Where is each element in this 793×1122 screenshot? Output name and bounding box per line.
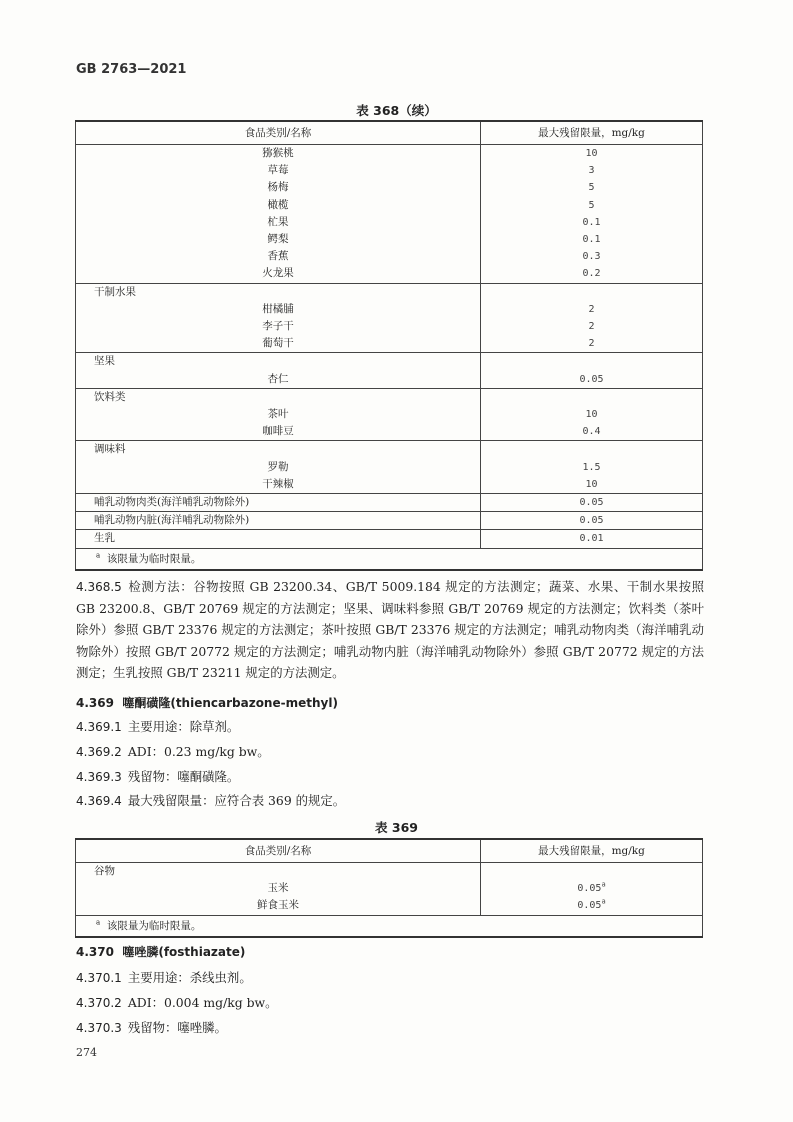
- clause-number: 4.369.3: [76, 770, 122, 784]
- table-row: [76, 459, 703, 476]
- clause-text: 主要用途：除草剂。: [127, 719, 240, 734]
- note-mark: a: [601, 898, 606, 907]
- table-header-row: [76, 121, 703, 145]
- clause-text: ADI：0.23 mg/kg bw。: [127, 744, 270, 759]
- food-name: 猕猴桃: [76, 145, 481, 163]
- clause-number: 4.369.4: [76, 794, 122, 808]
- table-note-row: [76, 548, 703, 570]
- table-369-caption: 表 369: [375, 820, 418, 835]
- mrl-value: 0.05$^a$: [481, 897, 703, 915]
- category-label: 调味料: [76, 441, 481, 459]
- column-header-food: 食品类别/名称: [76, 839, 481, 863]
- food-name: 杨梅: [76, 179, 481, 196]
- category-label: 干制水果: [76, 283, 481, 301]
- clause-number: 4.370: [76, 945, 114, 959]
- mrl-value: 3: [481, 162, 703, 179]
- mrl-value: 10: [481, 406, 703, 423]
- paragraph-4-368-5: [76, 576, 704, 683]
- table-note: [76, 548, 703, 570]
- clause-text: 残留物：噻酮磺隆。: [127, 769, 240, 784]
- food-name: 草莓: [76, 162, 481, 179]
- food-name: 咖啡豆: [76, 423, 481, 441]
- category-label: 饮料类: [76, 388, 481, 406]
- clause-text: ADI：0.004 mg/kg bw。: [127, 995, 278, 1010]
- food-name: 鳄梨: [76, 231, 481, 248]
- table-row: [76, 512, 703, 530]
- clause-4-369-2: [76, 742, 270, 760]
- food-name: 火龙果: [76, 265, 481, 283]
- clause-number: 4.369: [76, 696, 114, 710]
- category-row: [76, 388, 703, 406]
- clause-4-369-4: [76, 791, 345, 809]
- mrl-value: 0.05: [481, 371, 703, 389]
- mrl-value: 5: [481, 179, 703, 196]
- table-row: [76, 179, 703, 196]
- mrl-value: 10: [481, 145, 703, 163]
- food-name: 柑橘脯: [76, 301, 481, 318]
- category-label: 坚果: [76, 353, 481, 371]
- food-name: 杏仁: [76, 371, 481, 389]
- mrl-value: 2: [481, 318, 703, 335]
- food-name: 干辣椒: [76, 476, 481, 494]
- table-row: [76, 301, 703, 318]
- page-number: 274: [76, 1046, 97, 1059]
- clause-number: 4.370.1: [76, 971, 122, 985]
- mrl-value: 5: [481, 197, 703, 214]
- category-row: [76, 863, 703, 881]
- food-name: 生乳: [76, 530, 481, 548]
- clause-number: 4.369.2: [76, 745, 122, 759]
- food-name: 葡萄干: [76, 335, 481, 353]
- category-row: [76, 441, 703, 459]
- mrl-value: 1.5: [481, 459, 703, 476]
- note-text: 该限量为临时限量。: [106, 552, 202, 565]
- table-368-caption: 表 368（续）: [356, 103, 437, 118]
- table-row: [76, 197, 703, 214]
- column-header-mrl: 最大残留限量，mg/kg: [481, 121, 703, 145]
- table-row: [76, 318, 703, 335]
- note-text: 该限量为临时限量。: [106, 919, 202, 932]
- section-4-370-heading: [76, 943, 245, 960]
- section-title: 噻酮磺隆(thiencarbazone-methyl): [122, 696, 338, 710]
- mrl-value: 0.01: [481, 530, 703, 548]
- table-row: [76, 248, 703, 265]
- table-row: [76, 214, 703, 231]
- section-title: 噻唑膦(fosthiazate): [122, 945, 246, 959]
- food-name: 李子干: [76, 318, 481, 335]
- clause-text: 最大残留限量：应符合表 369 的规定。: [127, 793, 346, 808]
- clause-4-370-1: [76, 968, 252, 986]
- food-name: 杧果: [76, 214, 481, 231]
- section-4-369-heading: [76, 694, 338, 711]
- table-row: [76, 423, 703, 441]
- column-header-mrl: 最大残留限量，mg/kg: [481, 839, 703, 863]
- table-row: [76, 897, 703, 915]
- clause-number: 4.369.1: [76, 720, 122, 734]
- table-row: [76, 476, 703, 494]
- mrl-value: 0.1: [481, 214, 703, 231]
- mrl-value: 2: [481, 301, 703, 318]
- mrl-value: 0.1: [481, 231, 703, 248]
- food-name: 茶叶: [76, 406, 481, 423]
- clause-4-370-3: [76, 1018, 227, 1036]
- table-368: [75, 120, 703, 571]
- note-mark: a: [96, 551, 101, 560]
- clause-text: 残留物：噻唑膦。: [127, 1020, 227, 1035]
- table-row: [76, 265, 703, 283]
- clause-number: 4.370.3: [76, 1021, 122, 1035]
- table-row: [76, 145, 703, 163]
- clause-4-369-3: [76, 767, 239, 785]
- table-note-row: [76, 915, 703, 937]
- standard-code: GB 2763—2021: [76, 62, 187, 77]
- mrl-value: 2: [481, 335, 703, 353]
- clause-number: 4.368.5: [76, 580, 122, 594]
- category-row: [76, 353, 703, 371]
- clause-text: 主要用途：杀线虫剂。: [127, 970, 252, 985]
- food-name: 哺乳动物内脏(海洋哺乳动物除外): [76, 512, 481, 530]
- mrl-value: 0.3: [481, 248, 703, 265]
- food-name: 香蕉: [76, 248, 481, 265]
- food-name: 哺乳动物肉类(海洋哺乳动物除外): [76, 494, 481, 512]
- food-name: 橄榄: [76, 197, 481, 214]
- mrl-value: 0.05: [481, 512, 703, 530]
- mrl-value: 0.05: [481, 494, 703, 512]
- food-name: 罗勒: [76, 459, 481, 476]
- table-row: [76, 335, 703, 353]
- clause-text: 检测方法：谷物按照 GB 23200.34、GB/T 5009.184 规定的方法测定；蔬菜、水果、干制水果按照 GB 23200.8、GB/T 20769 规定的方法测定；坚果、调味料参照 GB/T 20769 规定的方法测定；饮料类（茶叶除外）参照 GB/T 23376 规定的方法测定；茶叶按照 GB/T 23376 规定的方法测定；哺乳动物肉类（海洋哺乳动物除外）按照 GB/T 20772 规定的方法测定；哺乳动物内脏（海洋哺乳动物除外）参照 GB/T 20772 规定的方法测定；生乳按照 GB/T 23211 规定的方法测定。: [76, 579, 704, 680]
- food-name: 鲜食玉米: [76, 897, 481, 915]
- table-row: [76, 371, 703, 389]
- clause-4-370-2: [76, 993, 278, 1011]
- table-header-row: [76, 839, 703, 863]
- table-row: [76, 231, 703, 248]
- table-row: [76, 162, 703, 179]
- table-369: [75, 838, 703, 938]
- table-row: [76, 406, 703, 423]
- column-header-food: 食品类别/名称: [76, 121, 481, 145]
- category-label: 谷物: [76, 863, 481, 881]
- clause-4-369-1: [76, 717, 239, 735]
- category-row: [76, 283, 703, 301]
- note-mark: a: [96, 918, 101, 927]
- mrl-value: 0.2: [481, 265, 703, 283]
- mrl-value: 0.4: [481, 423, 703, 441]
- table-row: [76, 494, 703, 512]
- table-row: [76, 880, 703, 897]
- table-row: [76, 530, 703, 548]
- mrl-value: 0.05$^a$: [481, 880, 703, 897]
- food-name: 玉米: [76, 880, 481, 897]
- table-note: [76, 915, 703, 937]
- mrl-value: 10: [481, 476, 703, 494]
- note-mark: a: [601, 880, 606, 889]
- clause-number: 4.370.2: [76, 996, 122, 1010]
